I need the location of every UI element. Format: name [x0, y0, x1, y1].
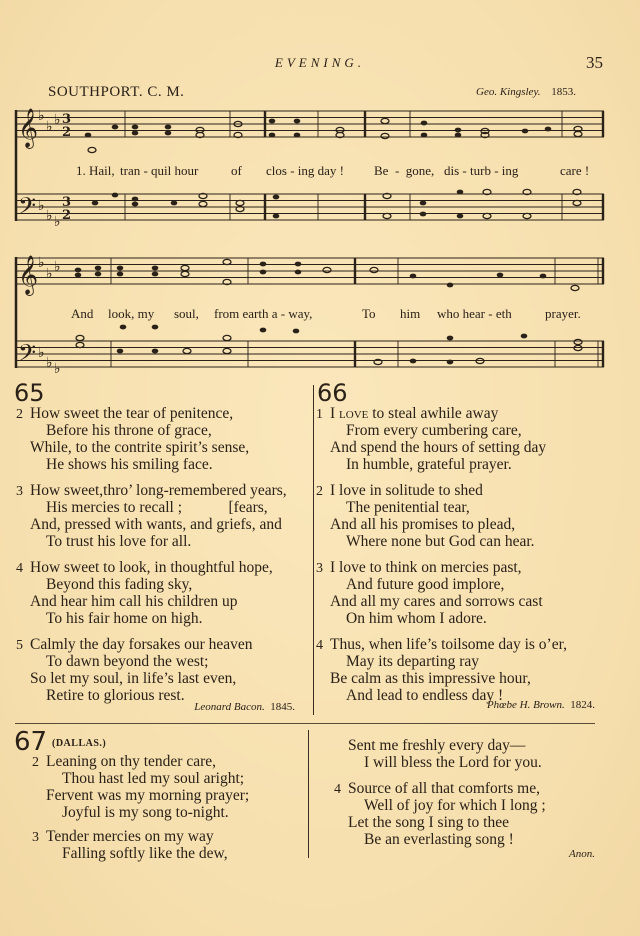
stanza: 2 How sweet the tear of penitence, Before his throne of grace, While, to the contrite spirit’s sense, He shows his smiling face. — [16, 405, 250, 473]
column-divider-lower — [308, 730, 309, 858]
lyric-syllable: 1. Hail, — [76, 163, 115, 178]
hymn-number-67: 67 — [14, 727, 48, 757]
lyric-syllable: To — [362, 306, 376, 321]
hymn-number-66: 66 — [317, 379, 348, 407]
svg-text:2: 2 — [62, 125, 72, 140]
system1-lyrics — [0, 163, 640, 181]
column-divider — [313, 385, 314, 715]
svg-text:♭: ♭ — [38, 255, 45, 271]
hymn-67-body-right: Sent me freshly every day— I will bless the Lord for you. 4 Source of all that comforts me, Well of joy for which I long ; Let the song I sing to thee Be an everlasting song ! — [334, 737, 614, 848]
svg-text:♭: ♭ — [38, 198, 45, 214]
svg-text:♭: ♭ — [38, 345, 45, 361]
svg-text:♭: ♭ — [54, 214, 61, 230]
composer-year: 1853. — [551, 86, 576, 98]
hymn-65-attribution: Leonard Bacon. 1845. — [194, 701, 295, 713]
stanza: 3 I love to think on mercies past, And future good implore, And all my cares and sorrows cast On him whom I adore. — [316, 559, 543, 627]
lyric-syllable: tran - quil hour — [120, 163, 199, 178]
svg-text:♭: ♭ — [54, 361, 61, 377]
svg-text:𝄞: 𝄞 — [18, 255, 39, 295]
hymn-67-tune: (DALLAS.) — [52, 738, 107, 749]
lyric-syllable: prayer. — [545, 306, 581, 321]
svg-text:♭: ♭ — [54, 259, 61, 275]
stanza: 4 Thus, when life’s toilsome day is o’er, May its departing ray Be calm as this impressive hour, And lead to endless day ! — [316, 636, 568, 704]
svg-text:3: 3 — [62, 195, 72, 210]
lyric-syllable: from earth a - way, — [214, 306, 313, 321]
svg-text:♭: ♭ — [38, 108, 45, 124]
composer-name: Geo. Kingsley. — [476, 86, 541, 98]
hymn-65-body — [16, 405, 312, 704]
svg-text:3: 3 — [62, 112, 72, 127]
stanza: 1 I love to steal awhile away From every cumbering care, And spend the hours of setting day In humble, grateful prayer. — [316, 405, 547, 473]
system2-lyrics — [0, 306, 640, 324]
hymn-67-body-left — [32, 753, 307, 862]
hymn-66-attribution: Phœbe H. Brown. 1824. — [486, 699, 595, 711]
lyric-syllable: care ! — [560, 163, 590, 178]
lyric-syllable: him — [400, 306, 421, 321]
section-divider — [15, 723, 595, 724]
hymn-67-attribution: Anon. — [569, 848, 595, 860]
stanza: 2 Leaning on thy tender care, Thou hast led my soul aright; Fervent was my morning prayer; Joyful is my song to-night. — [32, 753, 250, 821]
running-title: EVENING. — [274, 55, 366, 70]
stanza: 3 Tender mercies on my way Falling softly like the dew, — [32, 828, 228, 862]
lyric-syllable: look, my — [108, 306, 155, 321]
lyric-syllable: of — [231, 163, 242, 178]
lyric-syllable: Be - gone, — [374, 163, 435, 178]
lyric-syllable: who hear - eth — [437, 306, 512, 321]
svg-text:♭: ♭ — [46, 266, 53, 282]
system1-treble-staff — [16, 111, 604, 137]
stanza: 5 Calmly the day forsakes our heaven To dawn beyond the west; So let my soul, in life’s last even, Retire to glorious rest. — [16, 636, 253, 704]
stanza: 4 Source of all that comforts me, Well of joy for which I long ; Let the song I sing to thee Be an everlasting song ! — [334, 780, 546, 848]
svg-text:♭: ♭ — [54, 112, 61, 128]
page-number: 35 — [586, 53, 603, 72]
svg-text:𝄞: 𝄞 — [18, 108, 39, 148]
lyric-syllable: soul, — [174, 306, 199, 321]
svg-text:♭: ♭ — [46, 119, 53, 135]
lyric-syllable: And — [71, 306, 94, 321]
svg-text:𝄢: 𝄢 — [18, 339, 37, 372]
svg-text:2: 2 — [62, 208, 72, 223]
stanza: 4 How sweet to look, in thoughtful hope, Beyond this fading sky, And hear him call his children up To his fair home on high. — [16, 559, 273, 627]
hymn-number-65: 65 — [14, 379, 45, 407]
svg-text:𝄢: 𝄢 — [18, 192, 37, 225]
svg-text:♭: ♭ — [46, 355, 53, 371]
lyric-syllable: clos - ing day ! — [266, 163, 344, 178]
stanza: 3 How sweet,thro’ long-remembered years, His mercies to recall ; [fears, And, pressed with wants, and griefs, and To trust his love for all. — [16, 482, 287, 550]
svg-text:♭: ♭ — [46, 208, 53, 224]
lyric-syllable: dis - turb - ing — [444, 163, 519, 178]
tune-name: SOUTHPORT. C. M. — [48, 84, 185, 100]
stanza: 2 I love in solitude to shed The penitential tear, And all his promises to plead, Where none but God can hear. — [316, 482, 535, 550]
hymn-66-body — [316, 405, 616, 704]
